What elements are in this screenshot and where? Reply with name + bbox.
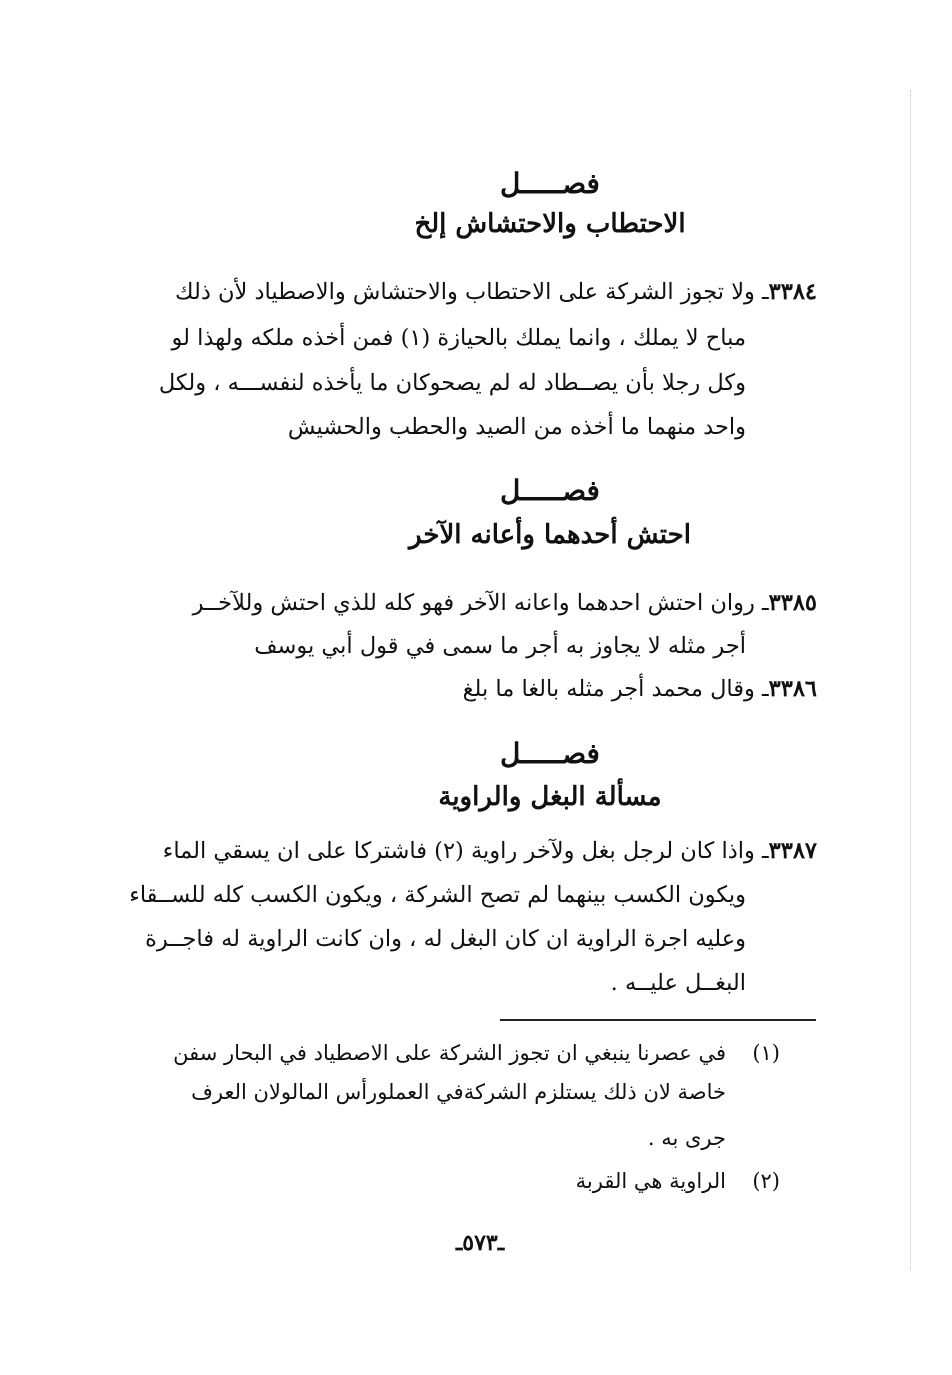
- para-3387-line-1: [163, 835, 817, 867]
- para-3384-line-4: واحد منهما ما أخذه من الصيد والحطب والحشيش: [287, 414, 746, 440]
- para-3387-number: ٣٣٨٧: [768, 838, 817, 864]
- footnote-1-line-3: جرى به .: [647, 1126, 726, 1150]
- section-1-title: الاحتطاب والاحتشاش إلخ: [414, 209, 686, 239]
- para-3384-number: ٣٣٨٤: [768, 279, 817, 305]
- section-2-fasl-heading: فصـــــل: [500, 474, 600, 507]
- para-3384-line-2: مباح لا يملك ، وانما يملك بالحيازة (١) فمن أخذه ملكه ولهذا لو: [171, 325, 746, 351]
- section-3-title: مسألة البغل والراوية: [438, 782, 662, 812]
- scan-margin-dots: [910, 90, 913, 1270]
- footnote-1-line-2: خاصة لان ذلك يستلزم الشركةفي العملورأس المالولان العرف: [191, 1080, 726, 1104]
- footnote-2-line-1: الراوية هي القربة: [575, 1169, 726, 1193]
- para-3387-line-3: وعليه اجرة الراوية ان كان البغل له ، وان كانت الراوية له فاجــرة: [145, 926, 746, 952]
- section-1-fasl-heading: فصـــــل: [500, 167, 600, 200]
- page-number: ـ٥٧٣ـ: [455, 1230, 505, 1256]
- para-3384-line-1: [175, 276, 817, 308]
- section-2-title: احتش أحدهما وأعانه الآخر: [409, 520, 691, 550]
- para-3387-text-1: ـ واذا كان لرجل بغل ولآخر راوية (٢) فاشتركا على ان يسقي الماء: [162, 838, 769, 864]
- para-3386-text-1: ـ وقال محمد أجر مثله بالغا ما بلغ: [462, 676, 769, 702]
- footnote-1-line-1: في عصرنا ينبغي ان تجوز الشركة على الاصطياد في البحار سفن: [173, 1041, 726, 1065]
- para-3384-line-3: وكل رجلا بأن يصــطاد له لم يصحوكان ما يأخذه لنفســـه ، ولكل: [158, 370, 746, 396]
- para-3386-number: ٣٣٨٦: [768, 676, 817, 702]
- footnote-2-marker: (٢): [752, 1169, 780, 1193]
- para-3387-line-2: ويكون الكسب بينهما لم تصح الشركة ، ويكون الكسب كله للســقاء: [129, 882, 746, 908]
- para-3387-line-4: البغــل عليــه .: [610, 970, 746, 996]
- para-3386-line-1: [463, 673, 817, 705]
- footnote-separator: [500, 1019, 816, 1021]
- para-3385-number: ٣٣٨٥: [768, 590, 817, 616]
- para-3385-text-1: ـ روان احتش احدهما واعانه الآخر فهو كله للذي احتش وللآخــر: [192, 590, 769, 616]
- section-3-fasl-heading: فصـــــل: [500, 737, 600, 770]
- para-3384-text-1: ـ ولا تجوز الشركة على الاحتطاب والاحتشاش والاصطياد لأن ذلك: [175, 279, 769, 305]
- footnote-1-marker: (١): [752, 1041, 780, 1065]
- para-3385-line-1: [193, 587, 817, 619]
- para-3385-line-2: أجر مثله لا يجاوز به أجر ما سمى في قول أبي يوسف: [254, 633, 746, 659]
